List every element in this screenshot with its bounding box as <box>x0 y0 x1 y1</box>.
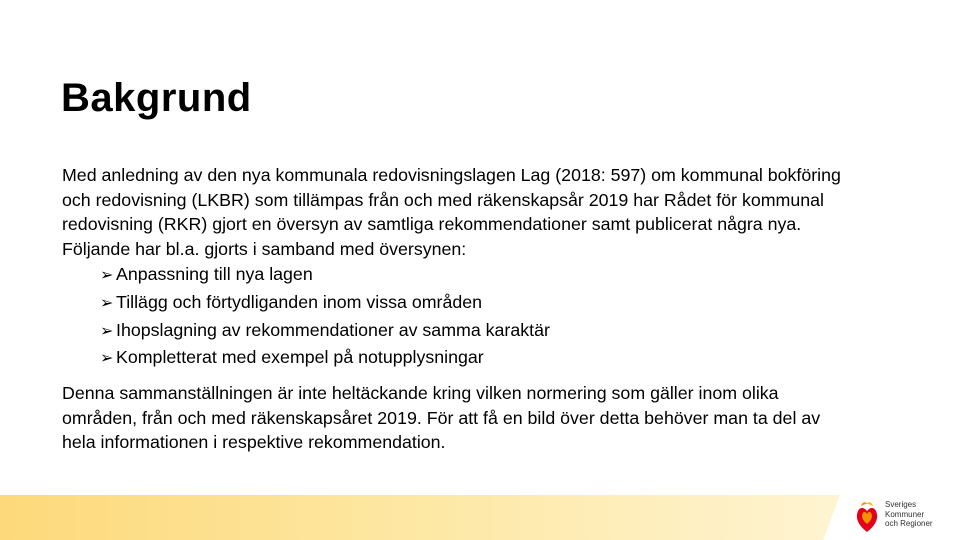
arrow-right-icon: ➢ <box>100 267 114 284</box>
slide-title: Bakgrund <box>61 76 252 120</box>
skr-logo-icon <box>852 498 882 534</box>
bullet-item: ➢ Tillägg och förtydliganden inom vissa områden <box>100 289 842 317</box>
arrow-right-icon: ➢ <box>100 294 114 312</box>
bullet-item: ➢ Ihopslagning av rekommendationer av samma karaktär <box>100 317 842 345</box>
bullet-item: ➢ Kompletterat med exempel på notupplysningar <box>100 344 842 372</box>
bullet-item: ➢ Anpassning till nya lagen <box>100 261 842 289</box>
bullet-list <box>62 261 842 372</box>
slide-content <box>62 163 842 455</box>
arrow-right-icon: ➢ <box>100 350 114 368</box>
intro-paragraph: Med anledning av den nya kommunala redovisningslagen Lag (2018: 597) om kommunal bokföring och redovisning (LKBR) som tillämpas från och med räkenskapsår 2019 har Rådet för kommunal redovisning (RKR) gjort en översyn av samtliga rekommendationer samt publicerat några nya. Följande har bl.a. gjorts i samband med översynen: <box>62 165 841 259</box>
arrow-right-icon: ➢ <box>100 322 114 340</box>
logo-wordmark: Sveriges Kommuner och Regioner <box>885 500 933 528</box>
organization-logo <box>852 496 952 536</box>
footer-band <box>0 495 840 540</box>
closing-paragraph: Denna sammanställningen är inte heltäckande kring vilken normering som gäller inom olika områden, från och med räkenskapsåret 2019. För att få en bild över detta behöver man ta del av hela informationen i respektive rekommendation. <box>62 383 821 453</box>
